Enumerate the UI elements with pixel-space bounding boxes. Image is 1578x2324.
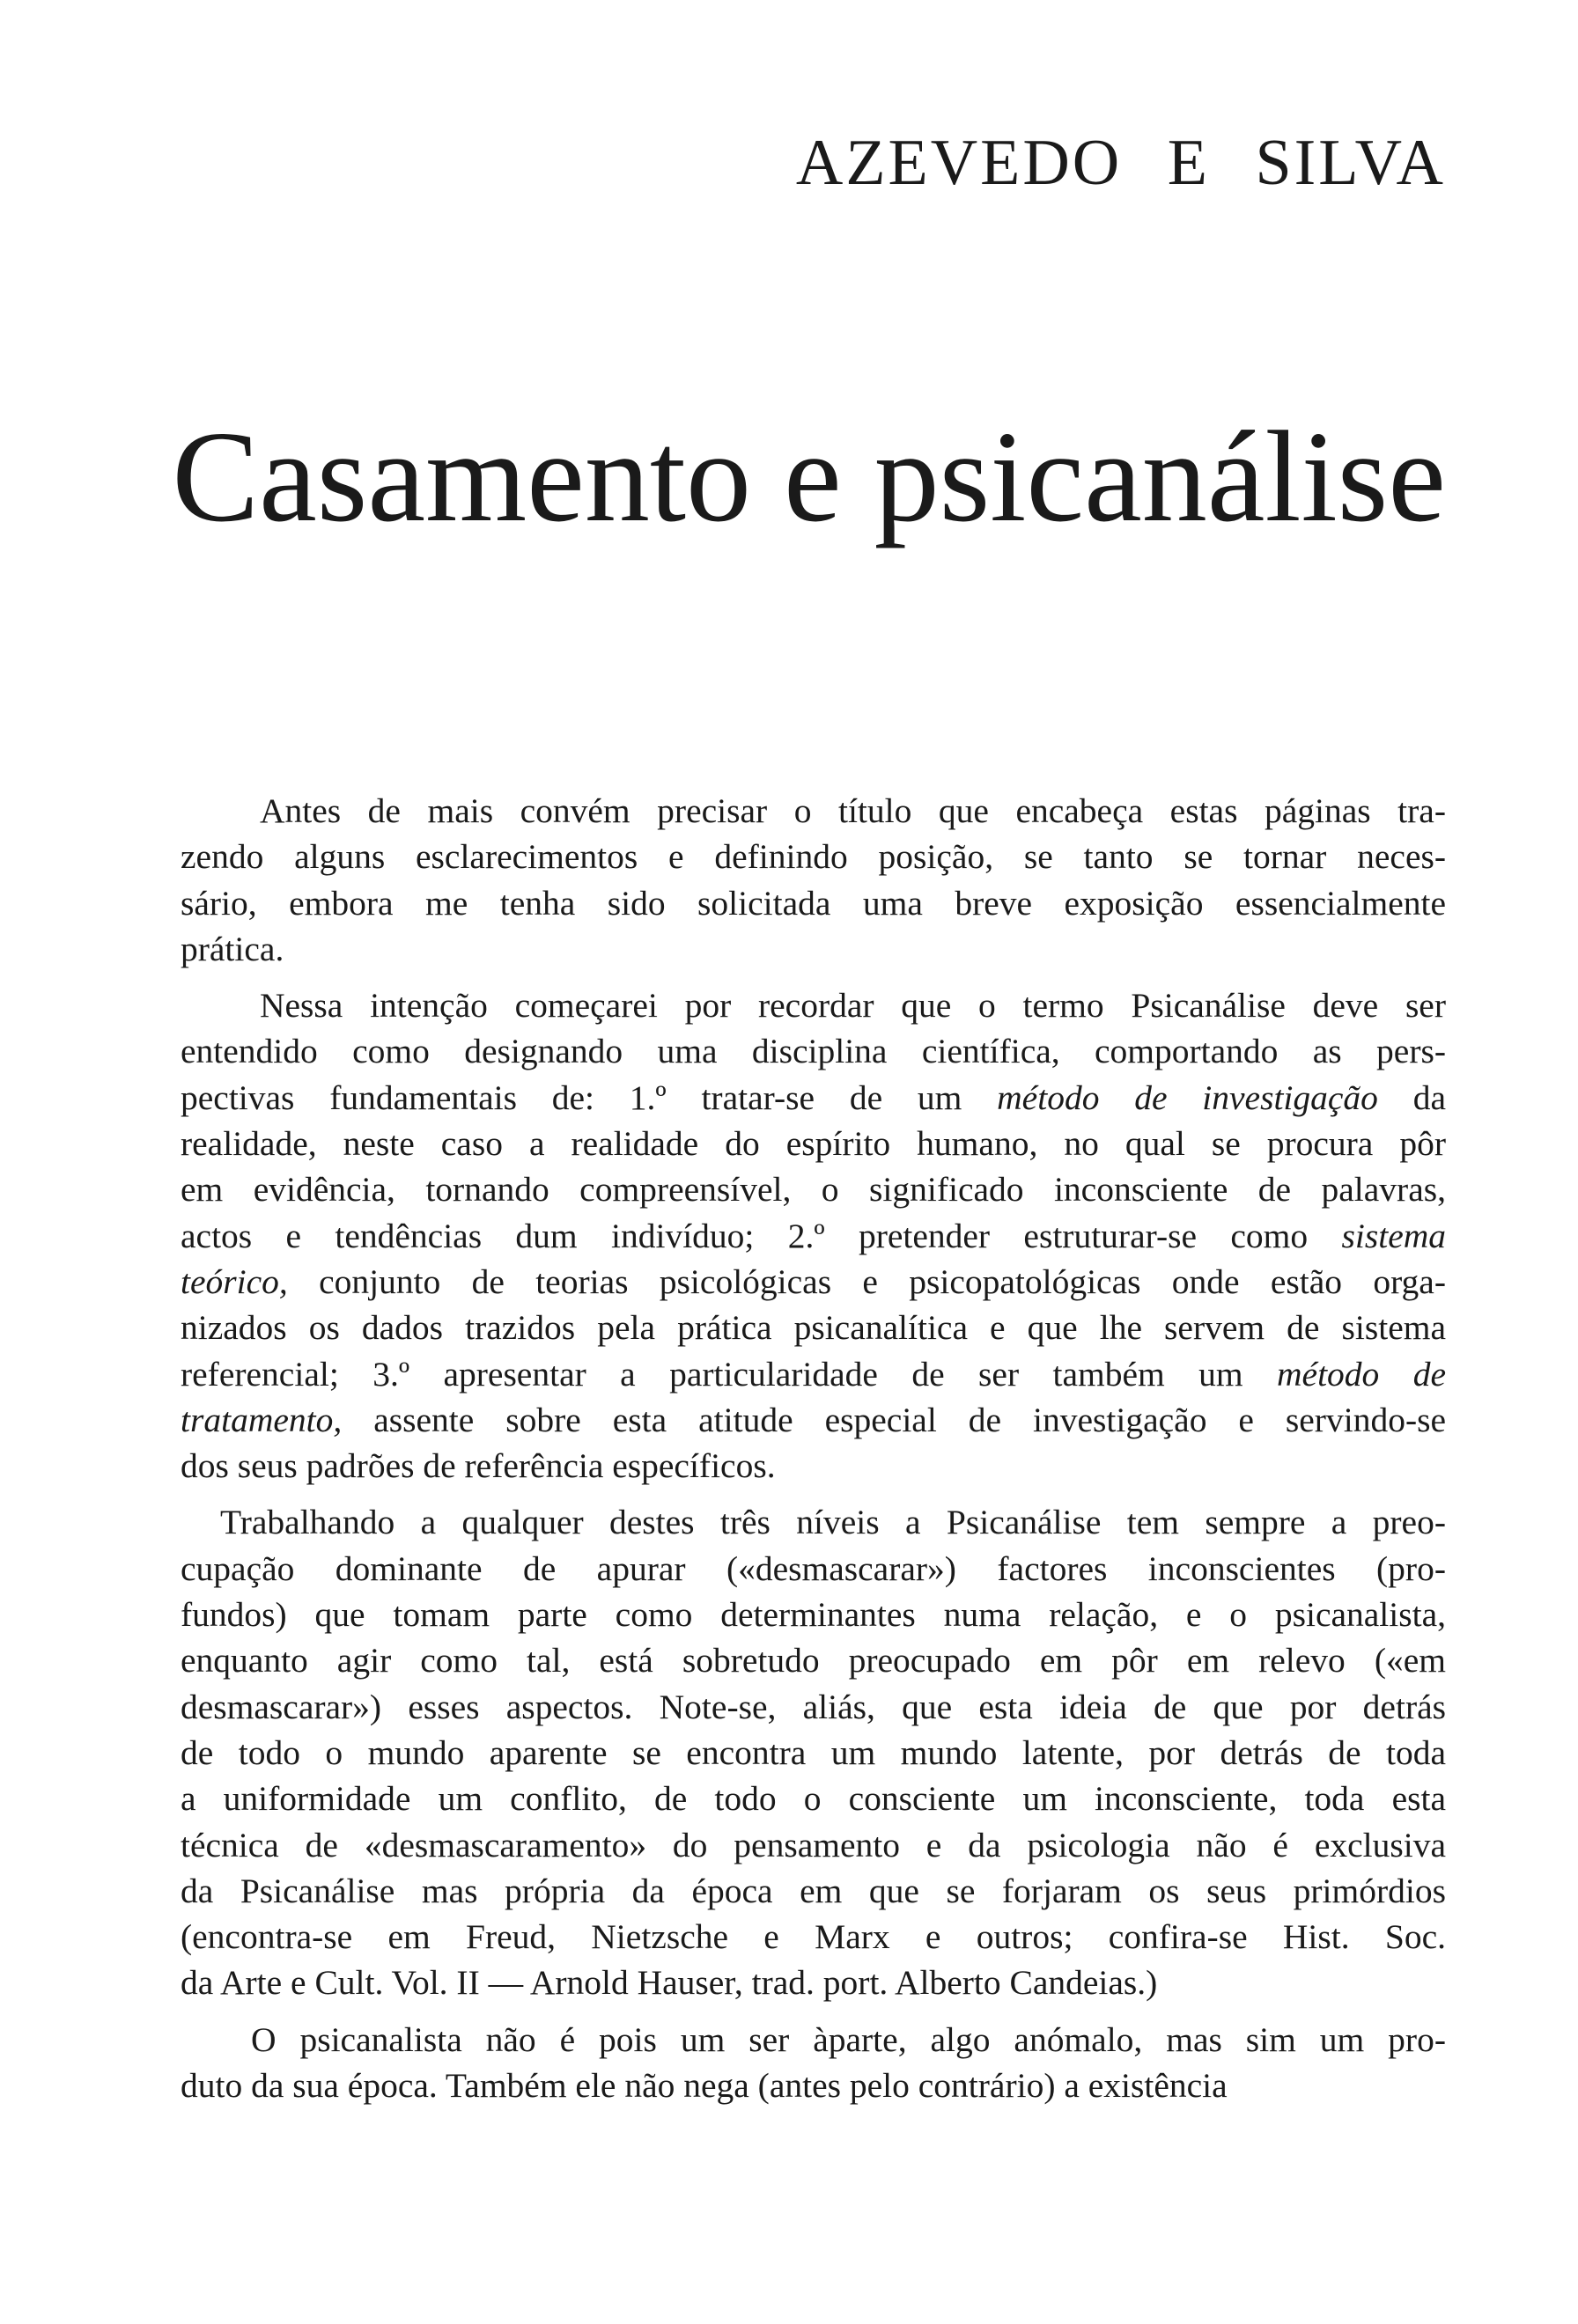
text-line — [181, 1213, 1446, 1259]
text-line — [181, 1166, 1446, 1212]
text-run: da — [1377, 1077, 1446, 1117]
text-line — [181, 1776, 1446, 1821]
article-title: Casamento e psicanálise — [172, 405, 1446, 549]
italic-text: método de investigação — [997, 1077, 1378, 1117]
text-line — [181, 1730, 1446, 1776]
text-run: pectivas fundamentais de: 1.º tratar-se de um — [181, 1077, 998, 1117]
text-run: dos seus padrões de referência específicos. — [181, 1446, 776, 1486]
article-body — [181, 788, 1446, 2108]
text-run: prática. — [181, 929, 284, 968]
text-run: da Psicanálise mas própria da época em que se forjaram os seus primórdios — [181, 1871, 1446, 1910]
text-run: entendido como designando uma disciplina científica, comportando as pers- — [181, 1032, 1446, 1071]
text-line — [181, 1868, 1446, 1914]
text-line — [181, 982, 1446, 1028]
text-run: fundos) que tomam parte como determinantes numa relação, e o psicanalista, — [181, 1595, 1446, 1635]
text-line — [181, 834, 1446, 879]
text-line — [181, 880, 1446, 926]
text-line — [181, 1960, 1446, 2005]
text-line — [181, 1121, 1446, 1166]
text-line — [181, 1499, 1446, 1545]
text-run: sário, embora me tenha sido solicitada uma breve exposição essencialmente — [181, 883, 1446, 923]
text-line — [181, 1914, 1446, 1960]
text-run: actos e tendências dum indivíduo; 2.º pretender estruturar-se como — [181, 1216, 1342, 1255]
text-line — [181, 1822, 1446, 1868]
author-name: AZEVEDO E SILVA — [795, 127, 1446, 199]
text-line — [181, 1028, 1446, 1074]
italic-text: teórico, — [181, 1261, 288, 1301]
italic-text: método de — [1277, 1354, 1446, 1394]
text-run: de todo o mundo aparente se encontra um mundo latente, por detrás de toda — [181, 1732, 1446, 1772]
text-line — [181, 926, 1446, 972]
text-line — [181, 1684, 1446, 1730]
text-run: desmascarar») esses aspectos. Note-se, aliás, que esta ideia de que por detrás — [181, 1687, 1446, 1726]
text-line — [181, 1443, 1446, 1489]
text-run: assente sobre esta atitude especial de investigação e servindo-se — [342, 1400, 1446, 1439]
text-run: duto da sua época. Também ele não nega (antes pelo contrário) a existência — [181, 2066, 1228, 2106]
text-run: Trabalhando a qualquer destes três níveis a Psicanálise tem sempre a preo- — [220, 1503, 1446, 1542]
italic-text: tratamento, — [181, 1400, 343, 1439]
text-run: Antes de mais convém precisar o título que encabeça estas páginas tra- — [260, 791, 1446, 830]
text-run: conjunto de teorias psicológicas e psicopatológicas onde estão orga- — [287, 1261, 1446, 1301]
text-line — [181, 1351, 1446, 1397]
text-line — [181, 1637, 1446, 1683]
text-run: Nessa intenção começarei por recordar que o termo Psicanálise deve ser — [260, 986, 1446, 1026]
text-run: (encontra-se em Freud, Nietzsche e Marx e outros; confira-se Hist. Soc. — [181, 1917, 1446, 1957]
text-run: enquanto agir como tal, está sobretudo preocupado em pôr em relevo («em — [181, 1641, 1446, 1680]
italic-text: sistema — [1341, 1216, 1446, 1255]
text-run: cupação dominante de apurar («desmascarar») factores inconscientes (pro- — [181, 1548, 1446, 1588]
text-run: da Arte e Cult. Vol. II — Arnold Hauser, trad. port. Alberto Candeias.) — [181, 1963, 1158, 2003]
text-run: em evidência, tornando compreensível, o significado inconsciente de palavras, — [181, 1170, 1446, 1210]
text-run: realidade, neste caso a realidade do espírito humano, no qual se procura pôr — [181, 1124, 1446, 1164]
text-run: O psicanalista não é pois um ser àparte, algo anómalo, mas sim um pro- — [251, 2019, 1446, 2059]
text-line — [181, 1397, 1446, 1443]
text-run: a uniformidade um conflito, de todo o consciente um inconsciente, toda esta — [181, 1779, 1446, 1819]
text-line — [181, 1075, 1446, 1121]
text-run: técnica de «desmascaramento» do pensamento e da psicologia não é exclusiva — [181, 1825, 1446, 1864]
text-run: zendo alguns esclarecimentos e definindo posição, se tanto se tornar neces- — [181, 837, 1446, 877]
text-line — [181, 1259, 1446, 1305]
text-line — [181, 788, 1446, 834]
text-run: referencial; 3.º apresentar a particularidade de ser também um — [181, 1354, 1278, 1394]
text-run: nizados os dados trazidos pela prática psicanalítica e que lhe servem de sistema — [181, 1308, 1446, 1348]
text-line — [181, 2063, 1446, 2108]
text-line — [181, 1592, 1446, 1637]
text-line — [181, 1305, 1446, 1350]
text-line — [181, 2017, 1446, 2063]
text-line — [181, 1546, 1446, 1592]
